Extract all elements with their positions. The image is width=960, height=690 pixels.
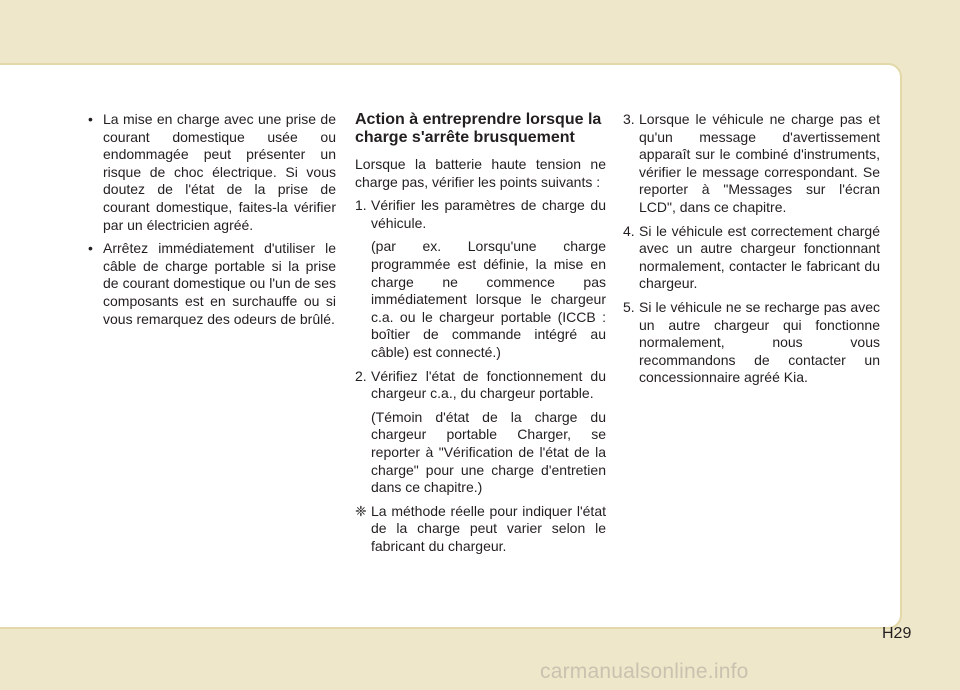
step-detail: (par ex. Lorsqu'une charge programmée est définie, la mise en charge ne commence pas immédiatement lorsque le chargeur c.a. ou le chargeur portable (ICCB : boîtier de commande intégré au câble) est connecté.) (371, 238, 606, 360)
numbered-step (623, 111, 880, 217)
step-number: 2. (355, 367, 367, 384)
step-text: Vérifiez l'état de fonctionnement du chargeur c.a., du chargeur portable. (371, 367, 606, 402)
bullet-item (88, 111, 336, 234)
note-text: La méthode réelle pour indiquer l'état de la charge peut varier selon le fabricant du chargeur. (371, 502, 606, 554)
note-icon: ❈ (355, 502, 367, 519)
bullet-text: Arrêtez immédiatement d'utiliser le câble de charge portable si la prise de courant domestique ou l'un de ses composants est en surchauffe ou si vous remarquez des odeurs de brûlé. (103, 240, 336, 327)
bullet-text: La mise en charge avec une prise de courant domestique usée ou endommagée peut présenter un risque de choc électrique. Si vous doutez de l'état de la prise de courant domestique, faites-la vérifier par un électricien agréé. (103, 111, 336, 233)
section-heading: Action à entreprendre lorsque la charge s'arrête brusquement (355, 111, 602, 146)
step-text: Vérifier les paramètres de charge du véhicule. (371, 197, 606, 231)
numbered-step (623, 299, 880, 387)
bullet-icon: • (88, 240, 93, 257)
numbered-step (355, 368, 606, 403)
intro-paragraph: Lorsque la batterie haute tension ne charge pas, vérifier les points suivants : (355, 156, 606, 190)
step-number: 4. (623, 222, 635, 239)
step-number: 1. (355, 197, 367, 214)
page-number: H29 (882, 625, 912, 642)
watermark: carmanualsonline.info (540, 660, 749, 683)
top-band (0, 0, 960, 62)
column-left (88, 111, 336, 334)
numbered-step (355, 197, 606, 232)
bullet-item (88, 240, 336, 328)
column-middle (355, 111, 606, 555)
note (355, 503, 606, 556)
step-text: Si le véhicule est correctement chargé avec un autre chargeur fonctionnant normalement, contacter le fabricant du chargeur. (639, 222, 880, 292)
step-text: Lorsque le véhicule ne charge pas et qu'un message d'avertissement apparaît sur le combiné d'instruments, vérifier le message correspondant. Se reporter à "Messages sur l'écran LCD", dans ce chapitre. (639, 111, 880, 215)
numbered-step (623, 223, 880, 293)
step-number: 5. (623, 298, 635, 315)
column-right (623, 111, 880, 393)
bullet-icon: • (88, 111, 93, 127)
step-number: 3. (623, 111, 635, 127)
step-detail: (Témoin d'état de la charge du chargeur portable Charger, se reporter à "Vérification de l'état de la charge" pour une charge d'entretien dans ce chapitre.) (371, 408, 606, 496)
step-text: Si le véhicule ne se recharge pas avec un autre chargeur qui fonctionne normalement, nous vous recommandons de contacter un concessionnaire agréé Kia. (639, 298, 880, 386)
